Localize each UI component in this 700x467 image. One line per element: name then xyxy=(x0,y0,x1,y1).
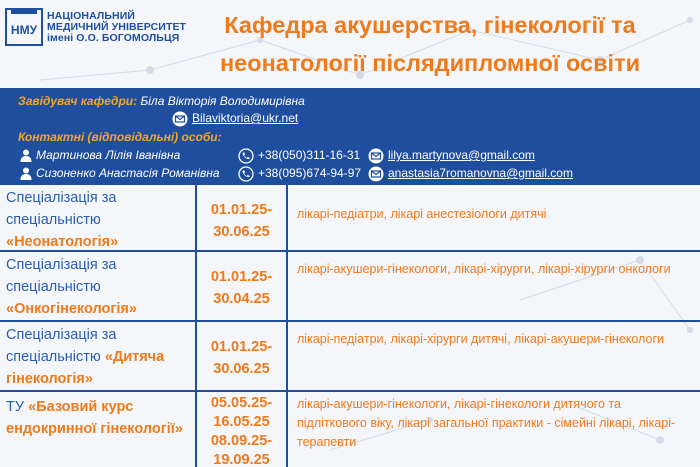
course-title: ТУ «Базовий курс ендокринної гінекології» xyxy=(0,392,197,467)
course-title: Спеціалізація за спеціальністю «Неонатологія» xyxy=(0,185,197,250)
course-audience: лікарі-акушери-гінекологи, лікарі-гінекологи дитячого та підліткового віку, лікарі загальної практики - сімейні лікарі, лікарі-терапевти xyxy=(297,397,676,449)
contact-phone[interactable]: +38(095)674-94-97 xyxy=(238,166,361,182)
contact-email[interactable]: anastasia7romanovna@gmail.com xyxy=(368,166,573,182)
contacts-panel xyxy=(0,88,700,185)
logo-abbr: НМУ xyxy=(10,23,38,37)
contact-email[interactable]: lilya.martynova@gmail.com xyxy=(368,148,535,164)
course-audience: лікарі-педіатри, лікарі анестезіологи дитячі xyxy=(297,207,547,221)
university-name-line3: імені О.О. БОГОМОЛЬЦЯ xyxy=(47,31,180,44)
course-dates: 01.01.25- 30.06.25 xyxy=(197,185,288,250)
table-row xyxy=(0,185,700,252)
page-title xyxy=(180,6,680,82)
courses-table xyxy=(0,185,700,467)
email-icon xyxy=(172,111,188,127)
contacts-label-row xyxy=(18,130,222,144)
course-dates: 01.01.25- 30.04.25 xyxy=(197,252,288,320)
university-name-line2: МЕДИЧНИЙ УНІВЕРСИТЕТ xyxy=(47,20,187,33)
head-email-link[interactable]: Bilaviktoria@ukr.net xyxy=(192,111,299,126)
department-head-row xyxy=(18,94,305,108)
contacts-label: Контактні (відповідальні) особи: xyxy=(18,130,222,144)
university-emblem-icon xyxy=(5,8,43,46)
course-audience: лікарі-педіатри, лікарі-хірурги дитячі, лікарі-акушери-гінекологи xyxy=(297,332,664,346)
head-email-row[interactable] xyxy=(172,111,298,127)
contact-phone[interactable]: +38(050)311-16-31 xyxy=(238,148,360,164)
email-icon xyxy=(368,166,384,182)
table-row xyxy=(0,322,700,392)
course-audience: лікарі-акушери-гінекологи, лікарі-хірурги, лікарі-хірурги онкологи xyxy=(297,262,671,276)
title-line2: неонатології післядипломної освіти xyxy=(219,50,641,76)
title-line1: Кафедра акушерства, гінекології та xyxy=(224,12,636,38)
contact-person-name: Сизоненко Анастасія Романівна xyxy=(20,166,220,180)
person-icon xyxy=(20,149,32,162)
person-icon xyxy=(20,167,32,180)
phone-icon xyxy=(238,166,254,182)
table-row xyxy=(0,392,700,467)
head-name: Біла Вікторія Володимирівна xyxy=(140,94,305,108)
phone-icon xyxy=(238,148,254,164)
course-title: Спеціалізація за спеціальністю «Онкогінекологія» xyxy=(0,252,197,320)
course-dates: 01.01.25- 30.06.25 xyxy=(197,322,288,390)
head-label: Завідувач кафедри: xyxy=(18,94,138,108)
email-icon xyxy=(368,148,384,164)
course-dates: 05.05.25- 16.05.25 08.09.25- 19.09.25 xyxy=(197,392,288,467)
university-logo xyxy=(5,8,186,46)
table-row xyxy=(0,252,700,322)
university-name-line1: НАЦІОНАЛЬНИЙ xyxy=(47,9,136,22)
course-title: Спеціалізація за спеціальністю «Дитяча гінекологія» xyxy=(0,322,197,390)
contact-person-name: Мартинова Лілія Іванівна xyxy=(20,148,180,162)
